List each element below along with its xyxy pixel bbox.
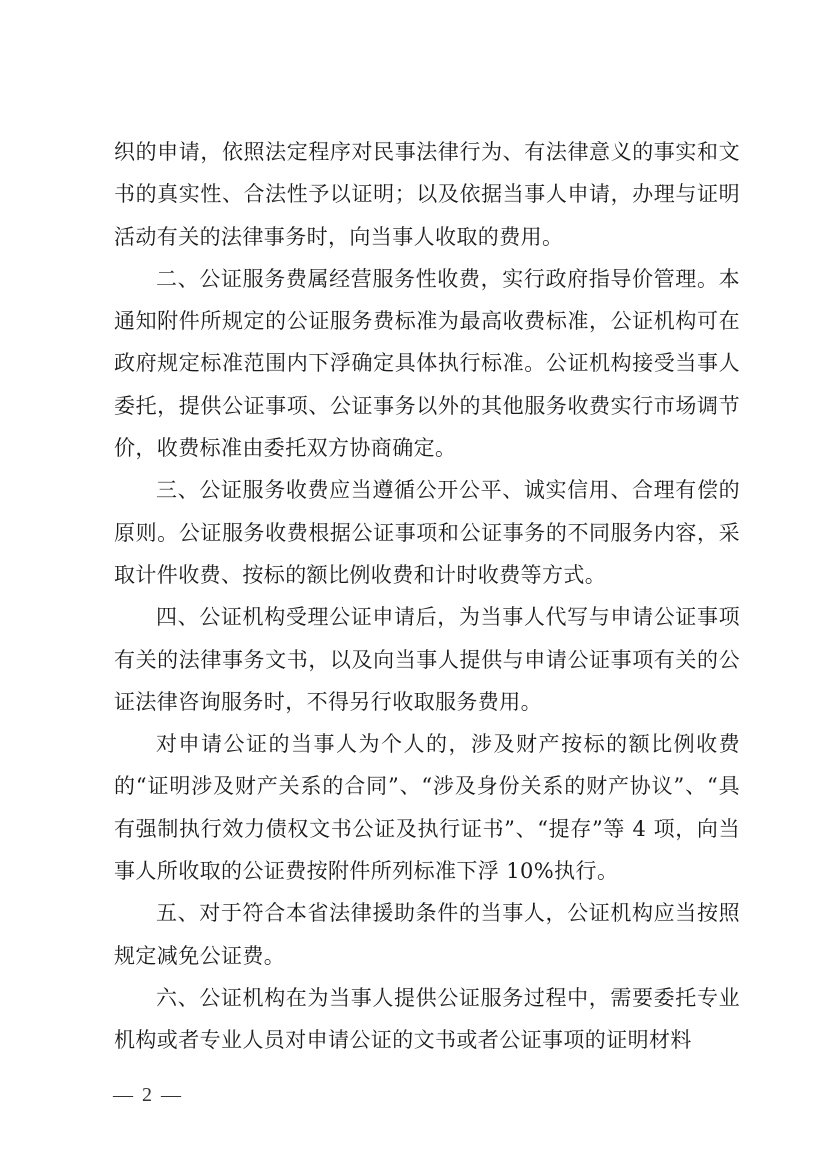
paragraph-item-2: 二、公证服务费属经营服务性收费，实行政府指导价管理。本通知附件所规定的公证服务费标准为最高收费标准，公证机构可在政府规定标准范围内下浮确定具体执行标准。公证机构接受当事人委托，提供公证事项、公证事务以外的其他服务收费实行市场调节价，收费标准由委托双方协商确定。 — [114, 266, 740, 461]
paragraph-item-6: 六、公证机构在为当事人提供公证服务过程中，需要委托专业机构或者专业人员对申请公证的文书或者公证事项的证明材料 — [114, 985, 740, 1053]
paragraph-item-5: 五、对于符合本省法律援助条件的当事人，公证机构应当按照规定减免公证费。 — [114, 901, 740, 968]
body-text — [114, 131, 740, 1062]
paragraph-item-4-supplement: 对申请公证的当事人为个人的，涉及财产按标的额比例收费的“证明涉及财产关系的合同”、“涉及身份关系的财产协议”、“具有强制执行效力债权文书公证及执行证书”、“提存”等 4 项，向当事人所收取的公证费按附件所列标准下浮 10%执行。 — [114, 732, 740, 884]
page-number: — 2 — — [113, 1084, 183, 1106]
paragraph-item-4: 四、公证机构受理公证申请后，为当事人代写与申请公证事项有关的法律事务文书，以及向当事人提供与申请公证事项有关的公证法律咨询服务时，不得另行收取服务费用。 — [114, 605, 740, 714]
paragraph-item-3: 三、公证服务收费应当遵循公开公平、诚实信用、合理有偿的原则。公证服务收费根据公证事项和公证事务的不同服务内容，采取计件收费、按标的额比例收费和计时收费等方式。 — [114, 478, 740, 587]
paragraph-continued: 织的申请，依照法定程序对民事法律行为、有法律意义的事实和文书的真实性、合法性予以证明；以及依据当事人申请，办理与证明活动有关的法律事务时，向当事人收取的费用。 — [114, 140, 740, 249]
